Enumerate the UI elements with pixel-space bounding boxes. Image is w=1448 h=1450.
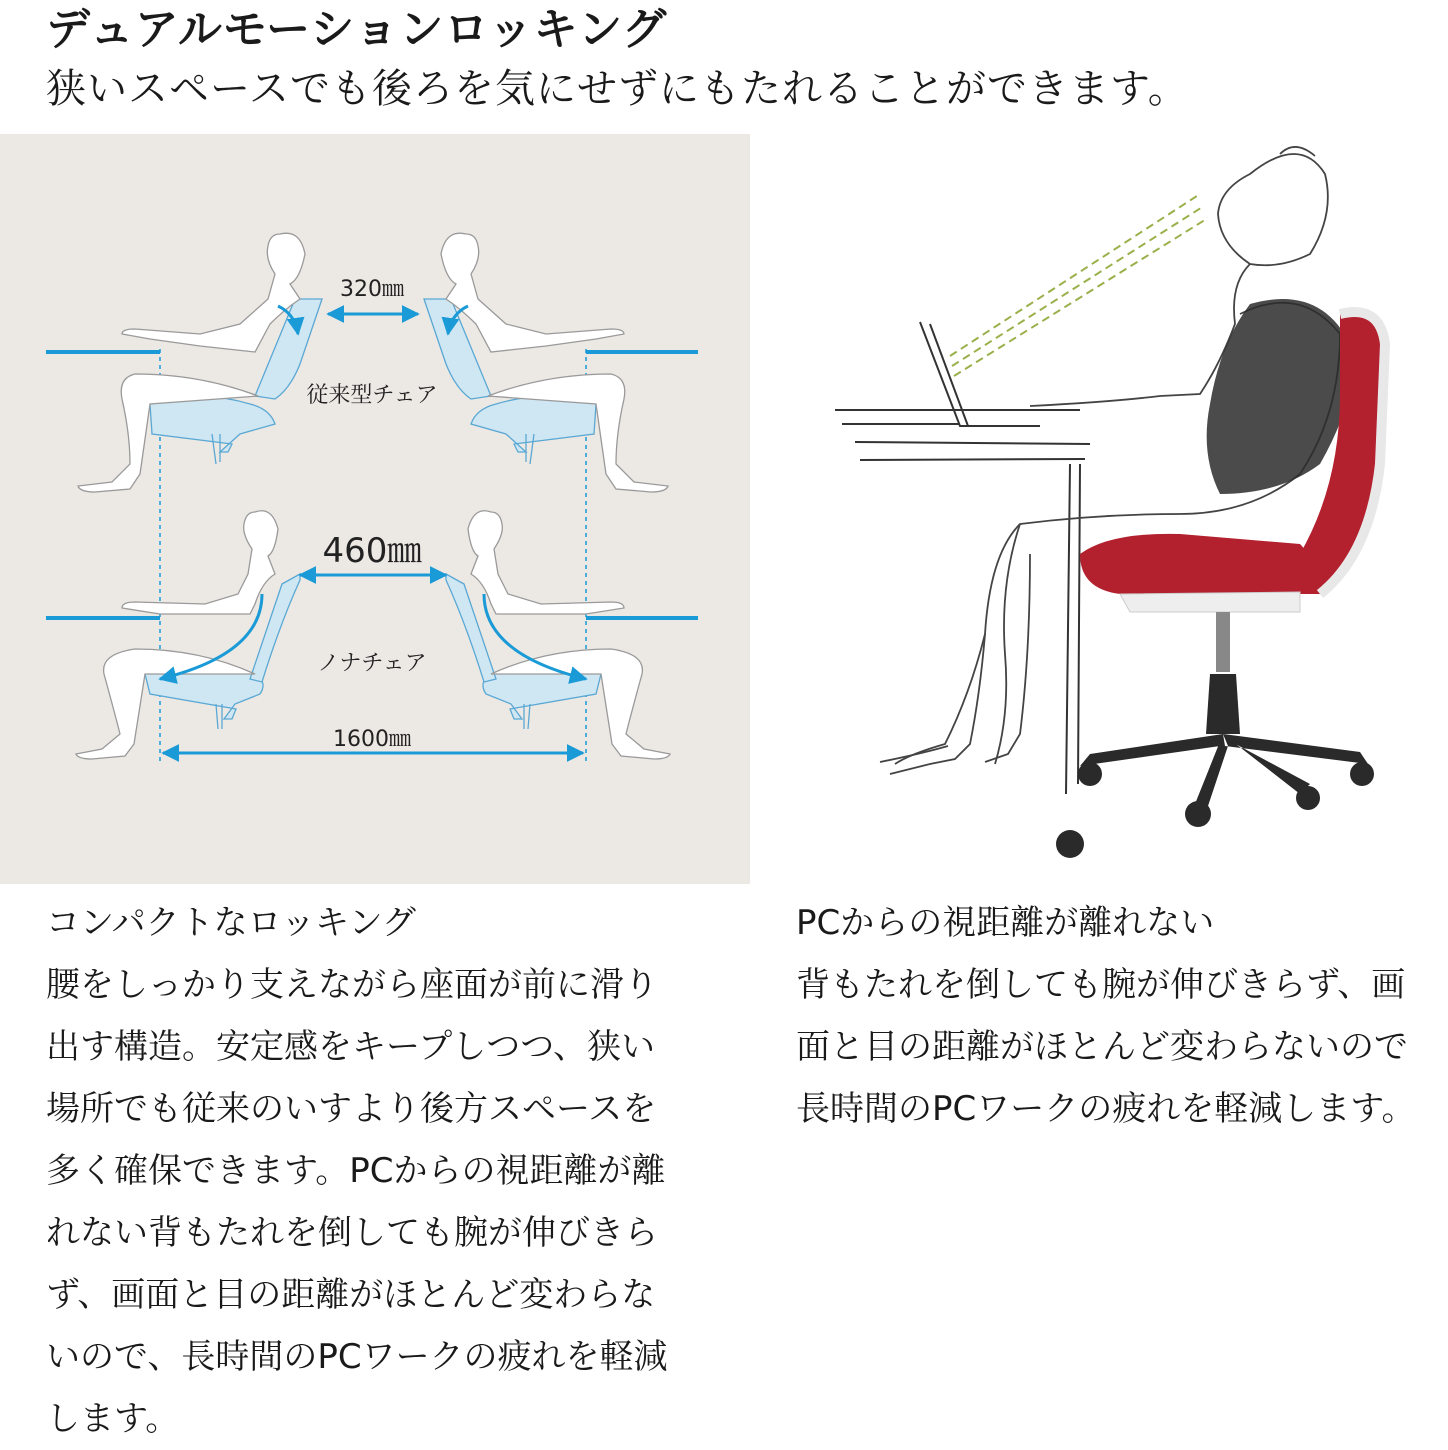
figure-top-left [78, 233, 322, 492]
total-width-label: 1600㎜ [333, 727, 411, 752]
page-title: デュアルモーションロッキング [46, 4, 668, 55]
left-column-line: 出す構造。安定感をキープしつつ、狭い [46, 1027, 655, 1067]
right-column-heading: PCからの視距離が離れない [796, 903, 1215, 943]
chair-column [1206, 674, 1240, 734]
legs-sketch [880, 554, 1030, 774]
comparison-diagram [0, 134, 750, 884]
figure-bottom-right [446, 511, 670, 759]
right-column-line: 長時間のPCワークの疲れを軽減します。 [796, 1089, 1416, 1129]
comparison-diagram-svg [0, 134, 750, 884]
desk-sketch [835, 410, 1090, 794]
figure-top-right [424, 233, 668, 492]
page-subtitle: 狭いスペースでも後ろを気にせずにもたれることができます。 [46, 66, 1189, 112]
left-column-line: れない背もたれを倒しても腕が伸びきら [46, 1213, 658, 1253]
right-column-line: 面と目の距離がほとんど変わらないので [796, 1027, 1408, 1067]
seat-base [1120, 592, 1300, 612]
figure-bottom-left [76, 511, 300, 759]
left-column-line: 多く確保できます。PCからの視距離が離 [46, 1151, 666, 1191]
left-column-line: します。 [46, 1399, 180, 1439]
sight-lines [950, 194, 1208, 376]
right-column-line: 背もたれを倒しても腕が伸びきらず、画 [796, 965, 1406, 1005]
left-column-line: ず、画面と目の距離がほとんど変わらな [46, 1275, 656, 1315]
chair-illustration-svg [780, 134, 1448, 884]
left-text-column [46, 892, 706, 1450]
distance-label-top: 320㎜ [340, 277, 404, 302]
chair-base-legs [1080, 734, 1368, 806]
left-column-line: 腰をしっかり支えながら座面が前に滑り [46, 965, 658, 1005]
distance-label-bottom: 460㎜ [322, 531, 422, 571]
chair-illustration [780, 134, 1448, 884]
gas-lift [1216, 612, 1230, 672]
chair-seat [1080, 534, 1310, 594]
jacket-sketch [1207, 299, 1352, 494]
right-text-column [796, 892, 1444, 1140]
left-column-heading: コンパクトなロッキング [46, 903, 416, 943]
chair-label-bottom: ノナチェア [317, 651, 427, 676]
left-column-line: 場所でも従来のいすより後方スペースを [46, 1089, 657, 1129]
left-column-line: いので、長時間のPCワークの疲れを軽減 [46, 1337, 668, 1377]
chair-label-top: 従来型チェア [306, 383, 438, 408]
